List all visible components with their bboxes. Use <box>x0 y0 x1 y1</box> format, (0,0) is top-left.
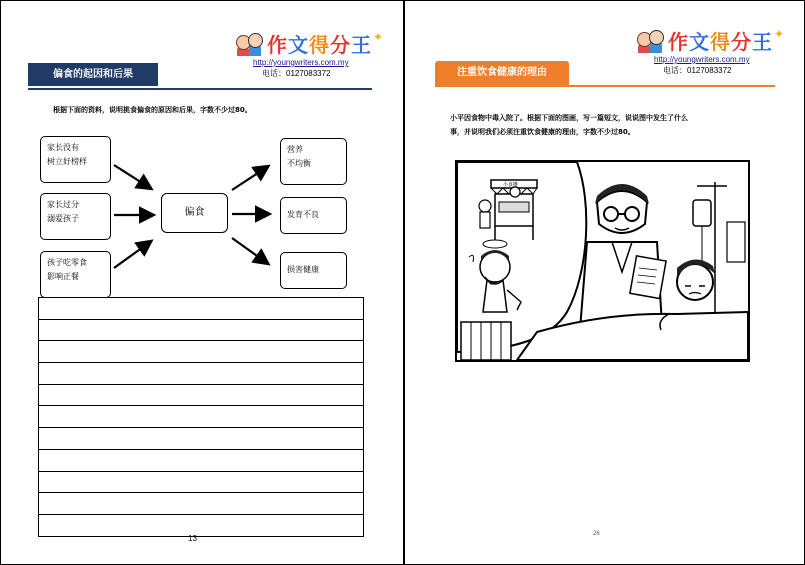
arrow-icon <box>232 167 267 190</box>
right-page <box>405 0 805 565</box>
arrow-icon <box>114 242 150 268</box>
brand-title: 作文得分王 <box>267 33 372 57</box>
brand-phone: 电话：0127083372 <box>663 66 732 75</box>
brand-title: 作文得分王 <box>668 30 773 54</box>
arrow-icon <box>232 238 267 263</box>
instruction-line: 事，并说明我们必须注重饮食健康的理由，字数不少过80。 <box>450 128 635 136</box>
stall-sign: 小食摊 <box>503 182 519 188</box>
cause-line: 影响正餐 <box>47 272 79 281</box>
arrow-icon <box>114 165 150 188</box>
heading-rule <box>435 85 775 87</box>
cause-line: 溺爱孩子 <box>47 214 79 223</box>
writing-area[interactable] <box>38 297 364 537</box>
effect-line: 营养 <box>287 145 303 154</box>
page-number: 26 <box>593 531 600 537</box>
center-topic-box: 偏食 <box>161 193 228 233</box>
section-heading: 注重饮食健康的理由 <box>435 61 569 85</box>
effect-line: 不均衡 <box>287 159 311 168</box>
cause-line: 孩子吃零食 <box>47 258 87 267</box>
brand-phone: 电话：0127083372 <box>262 69 331 78</box>
brand-logo <box>637 27 785 54</box>
brand-url[interactable]: http://youngwriters.com.my <box>253 58 349 67</box>
cause-line: 家长没有 <box>47 143 79 152</box>
page-number: 13 <box>188 534 197 543</box>
sparkle-icon: ✦ <box>373 30 384 44</box>
effect-line: 发育不良 <box>287 210 319 219</box>
section-heading: 偏食的起因和后果 <box>28 63 158 86</box>
cause-line: 树立好榜样 <box>47 157 87 166</box>
instruction-text: 根据下面的资料，说明挑食偏食的原因和后果，字数不少过80。 <box>53 106 252 114</box>
sparkle-icon: ✦ <box>774 27 785 41</box>
brand-url[interactable]: http://youngwriters.com.my <box>654 55 750 64</box>
instruction-line: 小平因食物中毒入院了。根据下面的图画，写一篇短文，说说图中发生了什么 <box>450 114 688 122</box>
effect-line: 损害健康 <box>287 265 319 274</box>
comic-illustration <box>455 160 750 362</box>
kids-mascot-icon <box>637 30 665 54</box>
cause-line: 家长过分 <box>47 200 79 209</box>
instruction-text <box>450 111 790 139</box>
